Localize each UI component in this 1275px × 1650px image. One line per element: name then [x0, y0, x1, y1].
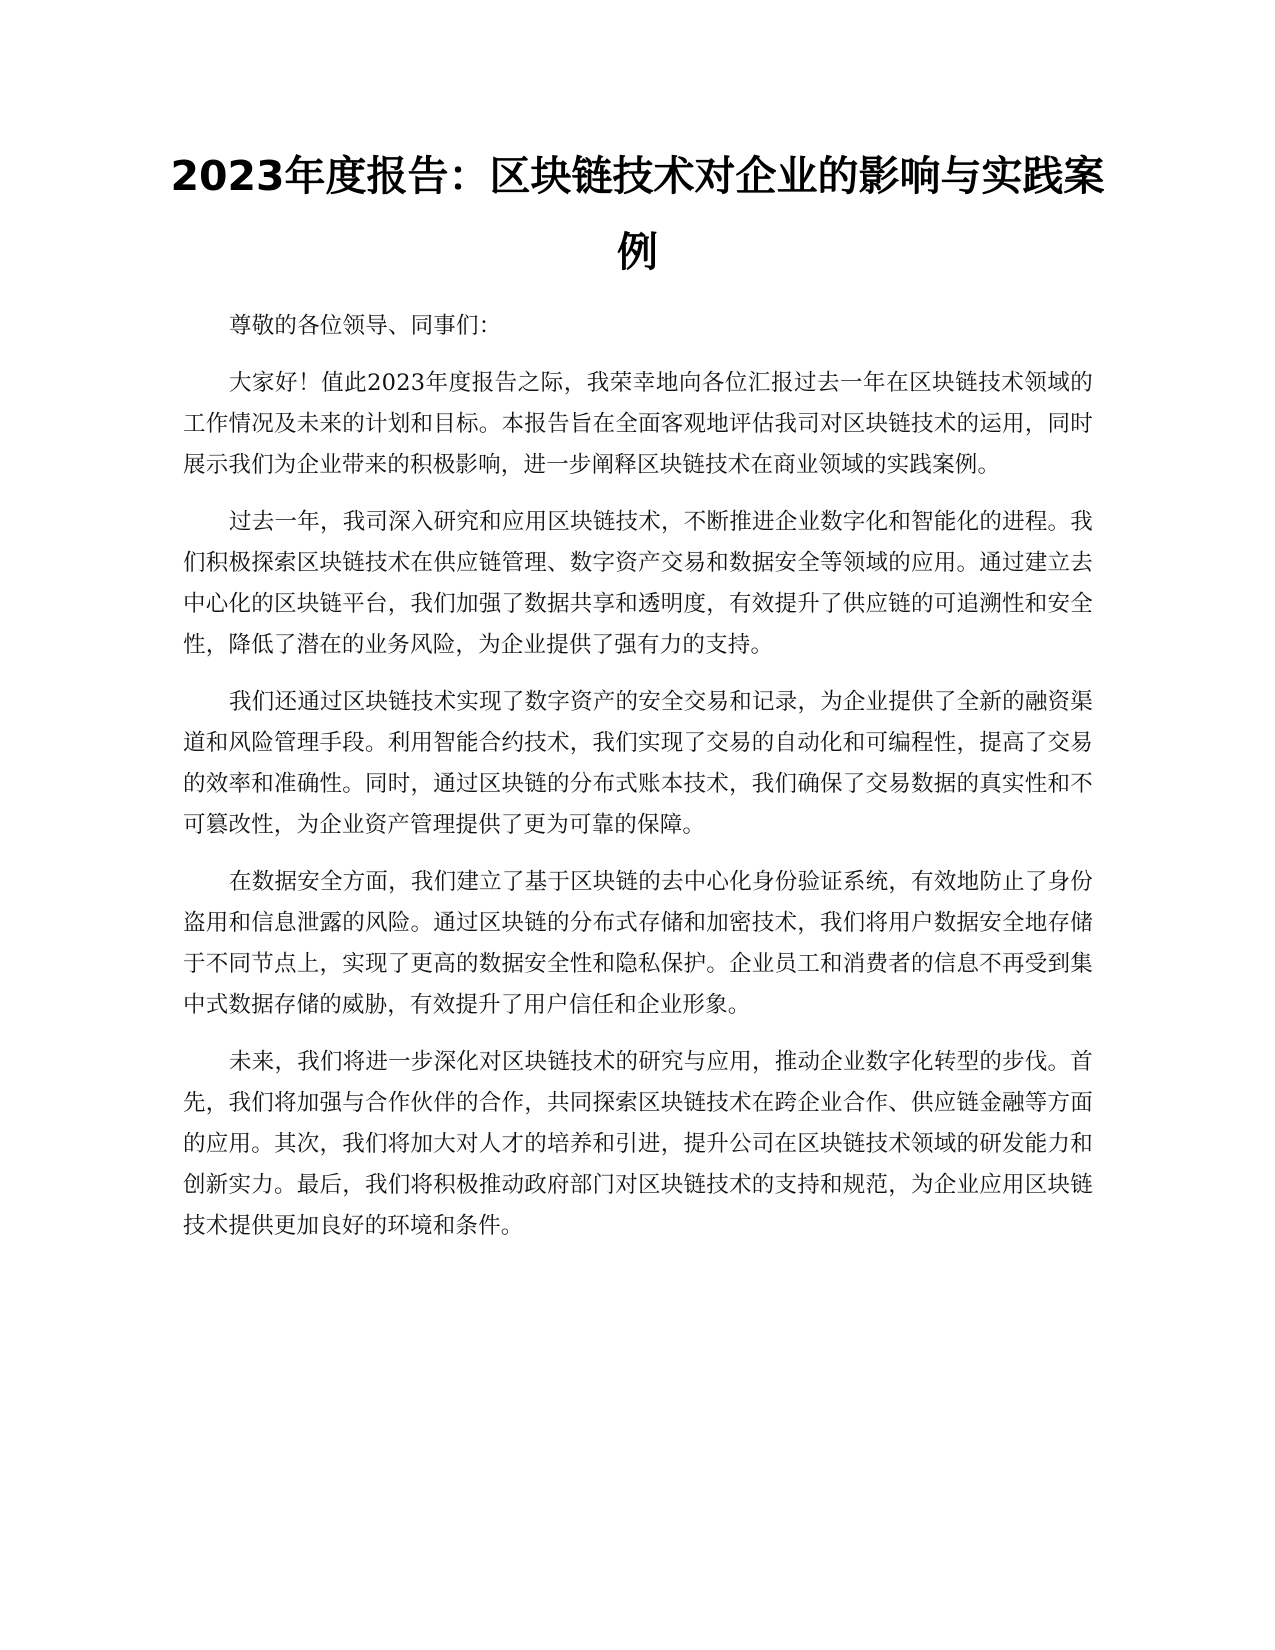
document-body [183, 306, 1093, 1263]
paragraph-future: 未来，我们将进一步深化对区块链技术的研究与应用，推动企业数字化转型的步伐。首先，我们将加强与合作伙伴的合作，共同探索区块链技术在跨企业合作、供应链金融等方面的应用。其次，我们将加大对人才的培养和引进，提升公司在区块链技术领域的研发能力和创新实力。最后，我们将积极推动政府部门对区块链技术的支持和规范，为企业应用区块链技术提供更加良好的环境和条件。 [183, 1049, 1093, 1239]
document-title: 2023年度报告：区块链技术对企业的影响与实践案例 [170, 152, 1105, 276]
paragraph-greeting: 大家好！值此2023年度报告之际，我荣幸地向各位汇报过去一年在区块链技术领域的工作情况及未来的计划和目标。本报告旨在全面客观地评估我司对区块链技术的运用，同时展示我们为企业带来的积极影响，进一步阐释区块链技术在商业领域的实践案例。 [183, 370, 1093, 478]
paragraph-data-security: 在数据安全方面，我们建立了基于区块链的去中心化身份验证系统，有效地防止了身份盗用和信息泄露的风险。通过区块链的分布式存储和加密技术，我们将用户数据安全地存储于不同节点上，实现了更高的数据安全性和隐私保护。企业员工和消费者的信息不再受到集中式数据存储的威胁，有效提升了用户信任和企业形象。 [183, 869, 1093, 1018]
paragraph-past-year: 过去一年，我司深入研究和应用区块链技术，不断推进企业数字化和智能化的进程。我们积极探索区块链技术在供应链管理、数字资产交易和数据安全等领域的应用。通过建立去中心化的区块链平台，我们加强了数据共享和透明度，有效提升了供应链的可追溯性和安全性，降低了潜在的业务风险，为企业提供了强有力的支持。 [183, 509, 1093, 658]
paragraph-salutation: 尊敬的各位领导、同事们： [229, 313, 502, 339]
paragraph-digital-assets: 我们还通过区块链技术实现了数字资产的安全交易和记录，为企业提供了全新的融资渠道和风险管理手段。利用智能合约技术，我们实现了交易的自动化和可编程性，提高了交易的效率和准确性。同时，通过区块链的分布式账本技术，我们确保了交易数据的真实性和不可篡改性，为企业资产管理提供了更为可靠的保障。 [183, 689, 1093, 838]
